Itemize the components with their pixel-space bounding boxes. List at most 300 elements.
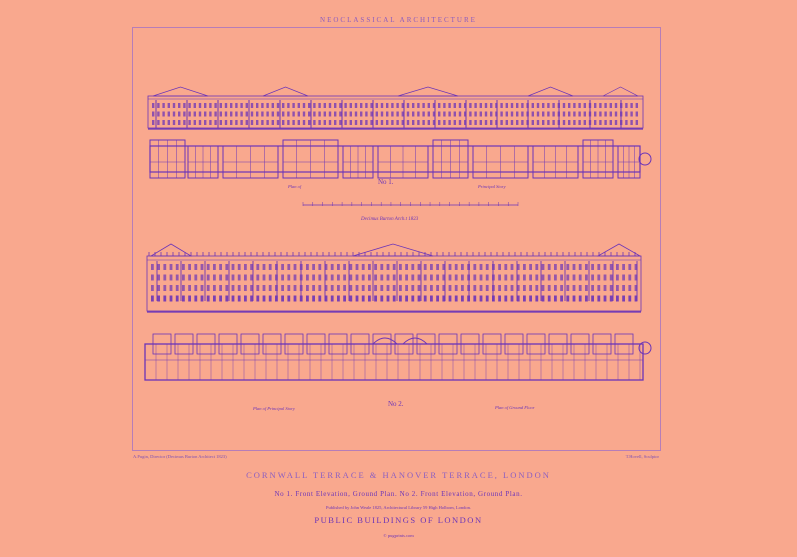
window [411,296,414,302]
window [244,296,247,302]
window [387,264,390,270]
window [405,275,408,281]
window [454,103,456,108]
window [263,264,266,270]
window [287,264,290,270]
window [430,296,433,302]
window [168,103,170,108]
window [349,275,352,281]
window [455,264,458,270]
window [182,296,185,302]
window [591,275,594,281]
window [213,296,216,302]
window [240,120,242,125]
window [344,112,346,117]
window [630,103,632,108]
window [194,285,197,291]
window [615,103,617,108]
window [374,264,377,270]
window [287,296,290,302]
window [251,120,253,125]
window [480,264,483,270]
window [201,296,204,302]
window [628,275,631,281]
window [152,112,154,117]
window [615,120,617,125]
window [461,264,464,270]
window [585,264,588,270]
window [630,120,632,125]
window [622,264,625,270]
window [194,120,196,125]
window [225,264,228,270]
window [506,103,508,108]
window [459,120,461,125]
window [604,264,607,270]
window [622,296,625,302]
window [485,120,487,125]
window [339,103,341,108]
window [594,120,596,125]
window [438,103,440,108]
window [391,112,393,117]
window [331,264,334,270]
window [449,264,452,270]
window [201,264,204,270]
architectural-drawing [133,28,660,450]
window [339,120,341,125]
window [362,264,365,270]
window [209,120,211,125]
window [207,296,210,302]
window [349,264,352,270]
window [615,112,617,117]
window [219,285,222,291]
window [292,112,294,117]
window [448,103,450,108]
window [535,296,538,302]
window [225,285,228,291]
window [256,103,258,108]
window [568,120,570,125]
window [157,103,159,108]
window [269,275,272,281]
window [500,120,502,125]
pediment [603,87,638,96]
window [204,112,206,117]
pediment [528,87,573,96]
curved-wall [373,338,397,344]
window [428,103,430,108]
window [225,275,228,281]
window [480,103,482,108]
window [542,285,545,291]
window [343,264,346,270]
window [272,120,274,125]
window [376,112,378,117]
window [324,120,326,125]
window [498,296,501,302]
window [344,120,346,125]
window [542,264,545,270]
window [170,275,173,281]
window [339,112,341,117]
plan1-right-label: Principal Story [478,184,506,189]
window [552,120,554,125]
window [308,112,310,117]
window [418,296,421,302]
window [306,275,309,281]
window [516,120,518,125]
window [573,112,575,117]
window [376,120,378,125]
window [219,296,222,302]
window [173,120,175,125]
window [521,112,523,117]
window [312,296,315,302]
window [318,275,321,281]
window [422,112,424,117]
window [554,296,557,302]
window [430,275,433,281]
window [424,275,427,281]
window [220,112,222,117]
window [566,264,569,270]
window [407,120,409,125]
window [511,112,513,117]
window [303,120,305,125]
window [387,285,390,291]
window [162,112,164,117]
window [504,264,507,270]
window [281,264,284,270]
window [422,120,424,125]
window [334,120,336,125]
window [418,264,421,270]
window [424,264,427,270]
engraving-plate [132,27,661,451]
window [396,120,398,125]
window [604,103,606,108]
window [455,296,458,302]
window [324,103,326,108]
window [622,275,625,281]
window [168,112,170,117]
window [474,120,476,125]
credit-director: A.Pugin, Director (Decimus Burton Architect 1823) [133,454,227,459]
window [251,103,253,108]
window [443,120,445,125]
window [480,285,483,291]
window [542,112,544,117]
window [535,275,538,281]
window [173,112,175,117]
window [151,296,154,302]
window [256,285,259,291]
window [213,264,216,270]
window [238,296,241,302]
window [610,275,613,281]
window [256,264,259,270]
window [537,103,539,108]
window [303,103,305,108]
window [313,112,315,117]
window [597,275,600,281]
window [422,103,424,108]
window [542,103,544,108]
bay-window [639,342,651,354]
window [480,275,483,281]
window [504,285,507,291]
window [349,285,352,291]
window [417,120,419,125]
window [266,103,268,108]
window [246,120,248,125]
window [597,264,600,270]
window [591,296,594,302]
window [244,275,247,281]
window [604,296,607,302]
window [269,285,272,291]
window [324,112,326,117]
window [246,112,248,117]
window [287,275,290,281]
window [298,120,300,125]
window [542,275,545,281]
window [500,112,502,117]
window [199,112,201,117]
pediment [263,87,308,96]
window [454,120,456,125]
window [636,112,638,117]
window [610,103,612,108]
window [469,120,471,125]
window [523,275,526,281]
window [399,285,402,291]
window [256,296,259,302]
architect-signature: Decimus Burton Arch.t 1823 [361,217,419,222]
window [636,120,638,125]
window [281,285,284,291]
window [350,120,352,125]
window [449,275,452,281]
window [407,103,409,108]
window [350,112,352,117]
window [548,296,551,302]
window [170,285,173,291]
window [349,296,352,302]
window [438,112,440,117]
window [480,120,482,125]
window [230,120,232,125]
window [568,112,570,117]
window [209,112,211,117]
window [594,103,596,108]
window [459,103,461,108]
window [329,112,331,117]
window [579,264,582,270]
window [238,275,241,281]
window [455,285,458,291]
window [506,112,508,117]
window [573,264,576,270]
plan-outline [145,344,643,380]
window [566,285,569,291]
window [473,264,476,270]
window [448,120,450,125]
window [610,112,612,117]
window [343,275,346,281]
window [599,103,601,108]
window [157,264,160,270]
window [573,120,575,125]
window [529,285,532,291]
window [194,296,197,302]
window [625,103,627,108]
window [225,112,227,117]
plan2-left-label: Plan of Principal Story [253,406,295,411]
window [610,120,612,125]
window [560,296,563,302]
window [376,103,378,108]
window [399,264,402,270]
window [199,103,201,108]
window [407,112,409,117]
window [535,264,538,270]
window [306,296,309,302]
window [157,296,160,302]
window [616,264,619,270]
window [355,112,357,117]
window [292,103,294,108]
window [151,275,154,281]
window [554,264,557,270]
window [294,296,297,302]
window [263,296,266,302]
window [337,275,340,281]
window [368,264,371,270]
window [232,264,235,270]
window [209,103,211,108]
window [334,103,336,108]
window [178,103,180,108]
window [628,264,631,270]
window [294,264,297,270]
window [506,120,508,125]
window [523,296,526,302]
window [436,275,439,281]
window [201,285,204,291]
window [240,103,242,108]
window [393,264,396,270]
window [350,103,352,108]
window [178,120,180,125]
window [573,296,576,302]
window [225,120,227,125]
window [151,264,154,270]
window [214,103,216,108]
window [294,285,297,291]
window [244,285,247,291]
window [417,103,419,108]
window [244,264,247,270]
window [584,112,586,117]
window [380,296,383,302]
window [547,120,549,125]
ground-plan-no1 [150,140,651,178]
window [521,103,523,108]
window [573,285,576,291]
window [504,275,507,281]
window [455,275,458,281]
window [560,285,563,291]
window [523,264,526,270]
window [261,103,263,108]
window [246,103,248,108]
window [380,285,383,291]
window [469,112,471,117]
window [486,275,489,281]
window [578,120,580,125]
window [374,275,377,281]
plan1-left-label: Plan of [288,184,302,189]
window [405,285,408,291]
window [523,285,526,291]
window [473,285,476,291]
window [157,120,159,125]
window [204,120,206,125]
window [168,120,170,125]
window [490,112,492,117]
window [157,112,159,117]
window [498,275,501,281]
window [360,120,362,125]
window [428,112,430,117]
window [568,103,570,108]
window [412,120,414,125]
window [461,275,464,281]
window [504,296,507,302]
window [163,264,166,270]
window [152,103,154,108]
window [511,296,514,302]
window [459,112,461,117]
window [331,296,334,302]
window [281,275,284,281]
window [194,112,196,117]
window [391,103,393,108]
window [277,120,279,125]
window [436,285,439,291]
window [399,296,402,302]
window [207,275,210,281]
window [204,103,206,108]
window [356,296,359,302]
window [213,285,216,291]
window [188,285,191,291]
window [337,264,340,270]
window [182,275,185,281]
window [329,120,331,125]
window [597,296,600,302]
window [424,285,427,291]
window [449,296,452,302]
window [485,103,487,108]
window [604,285,607,291]
window [157,275,160,281]
window [594,112,596,117]
window [188,103,190,108]
